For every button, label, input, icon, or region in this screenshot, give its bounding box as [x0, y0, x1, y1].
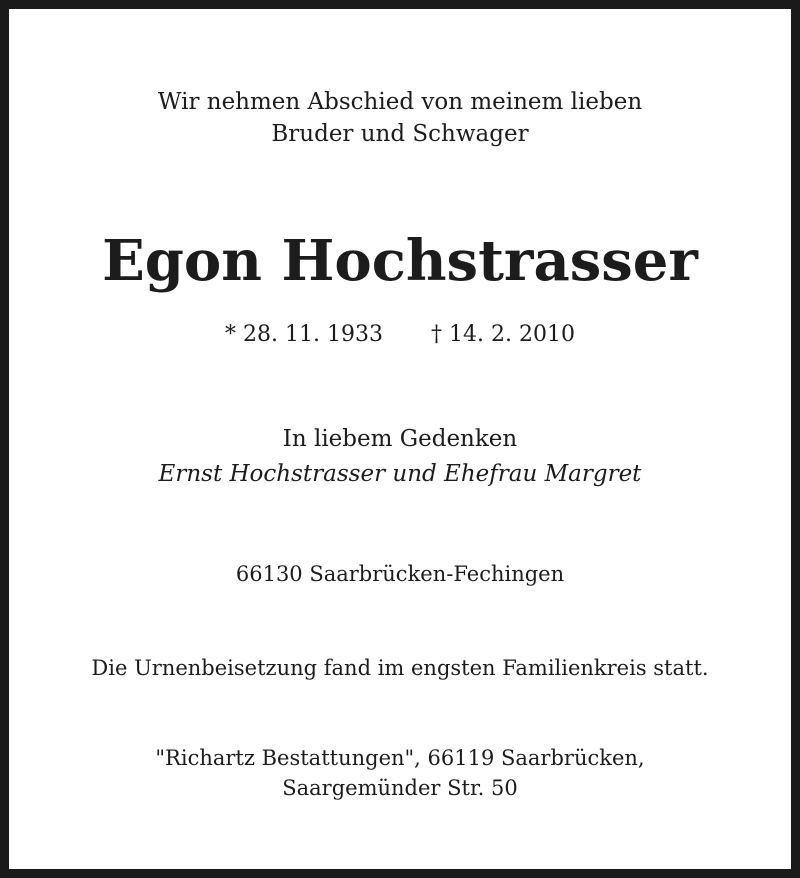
- memory-line: In liebem Gedenken: [282, 426, 518, 452]
- death-date: † 14. 2. 2010: [431, 322, 575, 347]
- undertaker-line-2: Saargemünder Str. 50: [282, 776, 518, 800]
- place-line: 66130 Saarbrücken-Fechingen: [235, 562, 565, 586]
- mourners-names: Ernst Hochstrasser und Ehefrau Margret: [158, 461, 642, 487]
- birth-date: * 28. 11. 1933: [225, 322, 383, 347]
- intro-text: [9, 86, 791, 150]
- undertaker-info: [9, 743, 791, 803]
- burial-note: Die Urnenbeisetzung fand im engsten Familienkreis statt.: [91, 656, 709, 680]
- deceased-name: Egon Hochstrasser: [102, 228, 698, 294]
- life-dates: [9, 320, 791, 350]
- undertaker-line-1: "Richartz Bestattungen", 66119 Saarbrücken,: [155, 746, 645, 770]
- intro-line-1: Wir nehmen Abschied von meinem lieben: [157, 89, 643, 115]
- intro-line-2: Bruder und Schwager: [271, 121, 529, 147]
